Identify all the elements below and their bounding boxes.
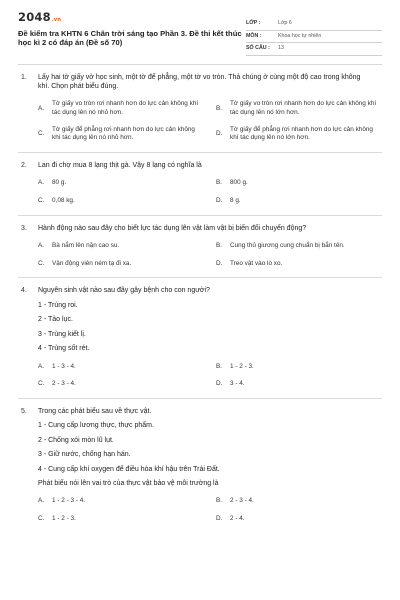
answer-option-a[interactable] [38,179,204,188]
question-4 [18,286,382,398]
answer-option-a[interactable] [38,363,204,372]
option-letter: D. [216,259,223,267]
info-row-count [246,43,382,56]
answer-option-c[interactable] [38,515,204,524]
option-letter: B. [216,179,223,187]
question-text: Lấy hai tờ giấy vở học sinh, một tờ để phẳng, một tờ vo tròn. Thả chúng ở cùng một độ cao trong không khí. Chọn phát biểu đúng. [38,73,361,90]
answer-option-b[interactable] [216,179,382,188]
option-letter: A. [38,497,45,505]
option-text: 80 g. [52,179,67,187]
site-logo[interactable] [18,10,246,26]
exam-info-table [246,18,382,56]
option-letter: A. [38,104,45,112]
option-letter: C. [38,380,45,388]
answer-options [21,497,382,523]
option-text: 3 - 4. [230,380,245,388]
answer-option-d[interactable] [216,515,382,524]
option-letter: C. [38,515,45,523]
option-text: Cung thủ giương cung chuẩn bị bắn tên. [230,242,345,250]
answer-option-a[interactable] [38,497,204,506]
option-text: Vận động viên ném tạ đi xa. [52,259,132,267]
option-letter: D. [216,380,223,388]
option-text: 2 - 3 - 4. [230,497,254,505]
option-text: 800 g. [230,179,248,187]
option-text: Tờ giấy vo tròn rơi nhanh hơn do lực cản không khí tác dụng lên nó nhỏ hơn. [52,100,199,117]
option-letter: A. [38,179,45,187]
question-number: 5. [21,407,27,415]
option-text: Bà nắm lên nặn cao su. [52,242,120,250]
question-text: Lan đi chợ mua 8 lạng thịt gà. Vậy 8 lạng có nghĩa là [38,161,202,169]
option-text: 1 - 3 - 4. [52,362,76,370]
answer-option-b[interactable] [216,363,382,372]
exam-header [18,10,382,65]
question-list [18,65,382,533]
question-prompt: Phát biểu nói lên vai trò của thực vật bảo vệ môi trường là [38,480,219,488]
info-label-count: SỐ CÂU : [246,45,270,52]
logo-main: 2048 [18,10,51,24]
question-text: Hành động nào sau đây cho biết lực tác dụng lên vật làm vật bị biến đổi chuyển động? [38,224,307,232]
answer-option-b[interactable] [216,100,382,117]
info-row-class [246,18,382,31]
option-text: 0,08 kg. [52,197,75,205]
statement-list [21,421,382,488]
answer-option-b[interactable] [216,242,382,251]
info-row-subject [246,31,382,44]
question-number: 3. [21,224,27,232]
logo-suffix: .vn [51,17,62,23]
option-letter: B. [216,242,223,250]
question-number: 4. [21,287,27,295]
question-3 [18,224,382,279]
question-number: 1. [21,73,27,81]
statement-item: 4 - Cung cấp khí oxygen để điều hòa khí hậu trên Trái Đất. [38,465,220,473]
answer-option-d[interactable] [216,380,382,389]
option-letter: B. [216,362,223,370]
info-value-class: Lớp 6 [278,20,292,27]
info-label-class: LỚP : [246,20,261,27]
statement-item: 1 - Trùng roi. [38,301,78,309]
option-text: 1 - 2 - 3 - 4. [52,497,86,505]
info-value-subject: Khoa học tự nhiên [278,32,322,39]
info-label-subject: MÔN : [246,32,262,39]
option-letter: C. [38,259,45,267]
option-text: 2 - 3 - 4. [52,380,76,388]
statement-item: 2 - Tảo lục. [38,316,73,324]
answer-options [21,363,382,389]
option-text: 8 g. [230,197,241,205]
answer-option-d[interactable] [216,260,382,269]
answer-options [21,100,382,143]
option-text: Tờ giấy vo tròn rơi nhanh hơn do lực cản không khí tác dụng lên nó lớn hơn. [230,100,377,117]
statement-item: 1 - Cung cấp lương thực, thực phẩm. [38,422,154,430]
option-letter: B. [216,104,223,112]
option-text: Tờ giấy để phẳng rơi nhanh hơn do lực cản không khí tác dụng lên nó lớn hơn. [230,125,373,142]
option-letter: A. [38,242,45,250]
option-text: 1 - 2 - 3. [52,515,76,523]
answer-option-d[interactable] [216,126,382,143]
question-text: Trong các phát biểu sau về thực vật. [38,407,152,415]
option-letter: C. [38,129,45,137]
statement-item: 2 - Chống xói mòn lũ lụt. [38,436,114,444]
option-text: 2 - 4. [230,515,245,523]
answer-option-c[interactable] [38,197,204,206]
option-letter: D. [216,515,223,523]
option-text: 1 - 2 - 3. [230,362,254,370]
header-left [18,10,246,56]
statement-item: 3 - Giữ nước, chống hạn hán. [38,451,131,459]
answer-options [21,242,382,268]
question-2 [18,161,382,216]
answer-option-a[interactable] [38,100,204,117]
question-5 [18,407,382,533]
statement-item: 3 - Trùng kiết lị. [38,330,86,338]
question-number: 2. [21,161,27,169]
answer-option-b[interactable] [216,497,382,506]
page-title: Đề kiểm tra KHTN 6 Chân trời sáng tạo Phần 3. Đề thi kết thúc học kì 2 có đáp án (Đề số 70) [18,28,242,48]
statement-item: 4 - Trùng sốt rét. [38,345,90,353]
answer-option-c[interactable] [38,126,204,143]
statement-list [21,301,382,354]
answer-options [21,179,382,205]
answer-option-d[interactable] [216,197,382,206]
option-letter: D. [216,197,223,205]
question-1 [18,73,382,153]
answer-option-a[interactable] [38,242,204,251]
option-letter: D. [216,129,223,137]
option-letter: A. [38,362,45,370]
info-value-count: 13 [278,45,284,52]
answer-option-c[interactable] [38,380,204,389]
option-letter: B. [216,497,223,505]
answer-option-c[interactable] [38,260,204,269]
option-text: Treo vật vào lò xo. [230,259,283,267]
option-letter: C. [38,197,45,205]
question-text: Nguyên sinh vật nào sau đây gây bệnh cho con người? [38,287,210,295]
option-text: Tờ giấy để phẳng rơi nhanh hơn do lực cản không khí tác dụng lên nó nhỏ hơn. [52,125,195,142]
